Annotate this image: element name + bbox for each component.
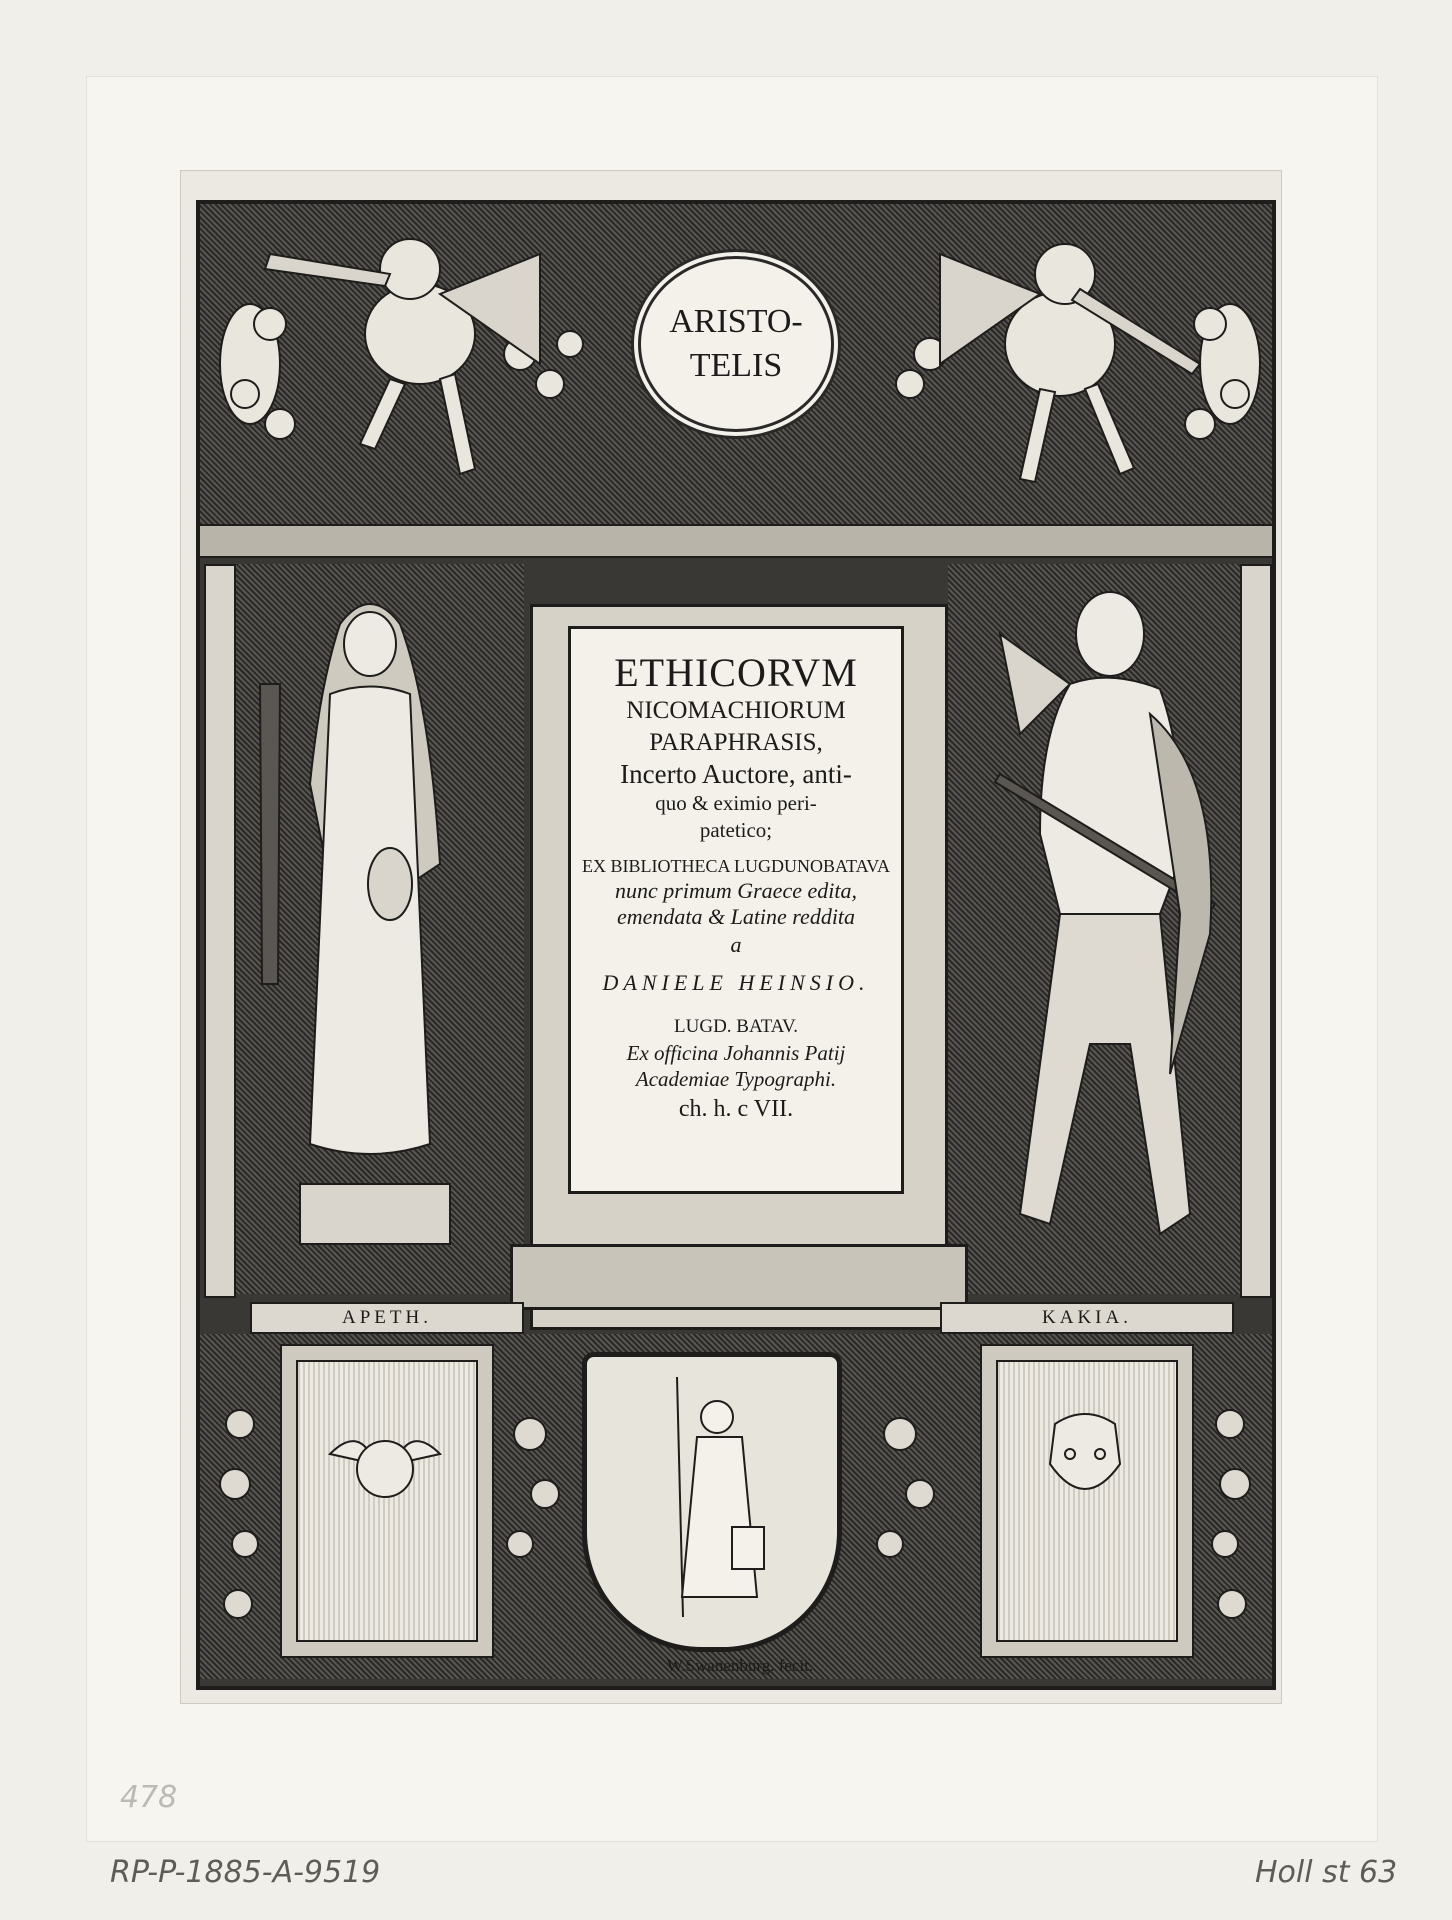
title-line-nicomachiorum: NICOMACHIORUM [626, 697, 846, 724]
title-panel [568, 626, 904, 1194]
title-line-emendata: emendata & Latine reddita [616, 904, 856, 929]
title-line-eximio: quo & eximio peri- [655, 791, 817, 815]
kakia-satyr-illustration [960, 574, 1260, 1274]
title-line-date: ch. h. c VII. [678, 1096, 794, 1122]
pedestal-base [510, 1244, 968, 1310]
title-line-a: a [730, 932, 742, 957]
putto-right-illustration [850, 214, 1270, 514]
bottom-garlands-illustration [200, 1344, 1272, 1664]
engraving [196, 200, 1276, 1690]
inventory-number: RP-P-1885-A-9519 [110, 1855, 381, 1890]
pillar-left [204, 564, 236, 1298]
plinth-label-arete: APETH. [250, 1302, 524, 1334]
title-line-patetico: patetico; [699, 818, 773, 842]
title-line-heinsio: DANIELE HEINSIO. [602, 970, 870, 995]
faint-pencil-number: 478 [120, 1780, 178, 1815]
title-line-paraphrasis: PARAPHRASIS, [649, 729, 823, 756]
title-line-ethicorum: ETHICORVM [614, 650, 858, 695]
cartouche-line-2: TELIS [689, 347, 783, 384]
engraver-signature: W.Swanenburg. fecit. [666, 1656, 814, 1675]
arete-figure-illustration [240, 584, 510, 1264]
plinth-label-kakia: KAKIA. [940, 1302, 1234, 1334]
title-line-bibliotheca: EX BIBLIOTHECA LUGDUNOBATAVA [582, 856, 890, 876]
title-line-officina: Ex officina Johannis Patij [626, 1041, 846, 1065]
title-line-typographi: Academiae Typographi. [635, 1067, 837, 1091]
laurel-wreath [631, 249, 841, 439]
title-line-lugd: LUGD. BATAV. [674, 1016, 798, 1037]
title-cartouche [616, 244, 856, 444]
cartouche-line-1: ARISTO- [669, 303, 803, 340]
title-line-graece: nunc primum Graece edita, [615, 878, 857, 903]
title-line-auctore: Incerto Auctore, anti- [620, 759, 852, 789]
cornice [200, 524, 1272, 558]
reference-number: Holl st 63 [1255, 1855, 1398, 1890]
putto-left-illustration [210, 214, 630, 514]
